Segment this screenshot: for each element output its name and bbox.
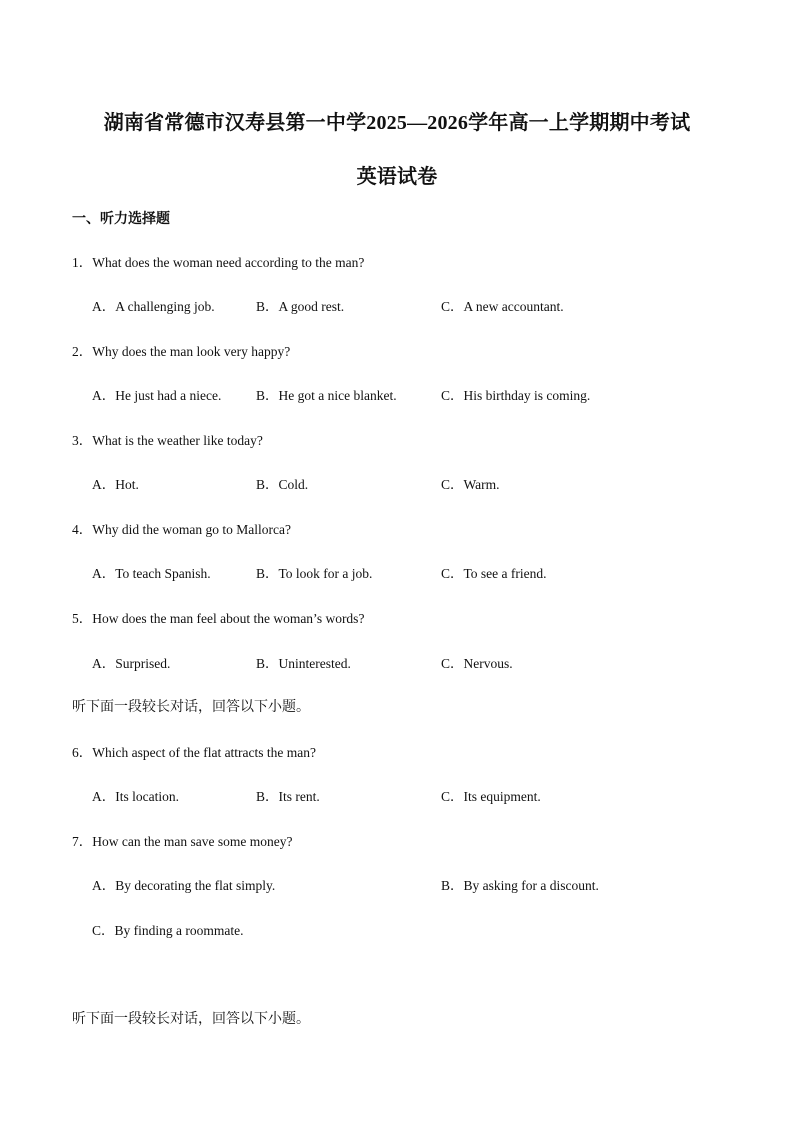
question-stem: 1．What does the woman need according to the man? [72,255,365,270]
option-b: B．A good rest. [256,299,345,314]
option-b: B．To look for a job. [256,566,373,581]
option-b: B．He got a nice blanket. [256,388,397,403]
option-c: C．Warm. [441,477,500,492]
option-a: A．A challenging job. [92,299,215,314]
option-a: A．He just had a niece. [92,388,222,403]
option-a: A．Its location. [92,789,179,804]
option-c: C．Its equipment. [441,789,541,804]
option-c: C．To see a friend. [441,566,547,581]
option-a: A．Surprised. [92,656,171,671]
listening-instruction: 听下面一段较长对话，回答以下小题。 [72,700,310,715]
question-stem: 4．Why did the woman go to Mallorca? [72,522,291,537]
option-b: B．By asking for a discount. [441,878,599,893]
question-stem: 6．Which aspect of the flat attracts the man? [72,745,317,760]
section-heading: 一、听力选择题 [72,212,170,227]
option-a: A．To teach Spanish. [92,566,211,581]
listening-instruction: 听下面一段较长对话，回答以下小题。 [72,1012,310,1027]
option-a: A．By decorating the flat simply. [92,878,276,893]
option-c: C．His birthday is coming. [441,388,591,403]
option-a: A．Hot. [92,477,139,492]
option-c: C．By finding a roommate. [92,923,244,938]
question-stem: 5．How does the man feel about the woman’s words? [72,611,365,626]
option-b: B．Cold. [256,477,309,492]
question-stem: 3．What is the weather like today? [72,433,263,448]
option-c: C．A new accountant. [441,299,564,314]
option-b: B．Its rent. [256,789,320,804]
exam-title: 湖南省常德市汉寿县第一中学2025—2026学年高一上学期期中考试 [103,112,691,134]
option-c: C．Nervous. [441,656,513,671]
option-b: B．Uninterested. [256,656,351,671]
exam-subtitle: 英语试卷 [356,166,438,188]
question-stem: 2．Why does the man look very happy? [72,344,291,359]
question-stem: 7．How can the man save some money? [72,834,293,849]
